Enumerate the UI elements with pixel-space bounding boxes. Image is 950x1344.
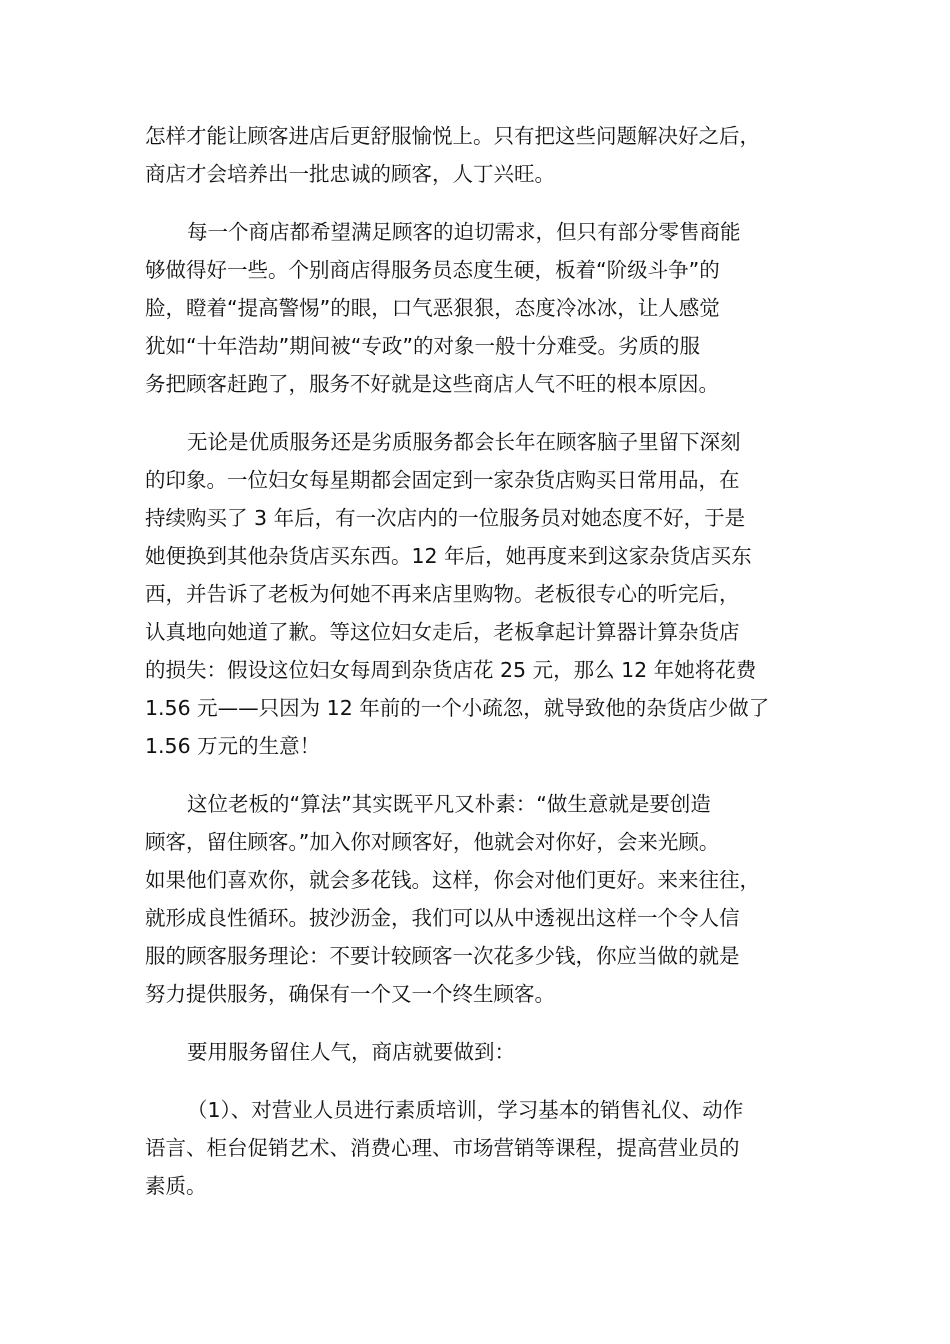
paragraph-4-line-2: 顾客，留住顾客。”加入你对顾客好，他就会对你好，会来光顾。 bbox=[145, 830, 720, 854]
paragraph-5-line-1: 要用服务留住人气，商店就要做到： bbox=[187, 1040, 515, 1064]
paragraph-3-line-6: 认真地向她道了歉。等这位妇女走后，老板拿起计算器计算杂货店 bbox=[145, 620, 740, 644]
paragraph-4-line-6: 努力提供服务，确保有一个又一个终生顾客。 bbox=[145, 982, 555, 1006]
paragraph-3-line-5: 西，并告诉了老板为何她不再来店里购物。老板很专心的听完后， bbox=[145, 582, 740, 606]
paragraph-2-line-3: 脸，瞪着“提高警惕”的眼，口气恶狠狠，态度冷冰冰，让人感觉 bbox=[145, 296, 720, 320]
paragraph-4-line-3: 如果他们喜欢你，就会多花钱。这样，你会对他们更好。来来往往， bbox=[145, 868, 760, 892]
paragraph-6-line-3: 素质。 bbox=[145, 1174, 207, 1198]
paragraph-3-line-4: 她便换到其他杂货店买东西。12 年后，她再度来到这家杂货店买东 bbox=[145, 544, 752, 568]
paragraph-4-line-5: 服的顾客服务理论：不要计较顾客一次花多少钱，你应当做的就是 bbox=[145, 944, 740, 968]
paragraph-6-line-1: （1）、对营业人员进行素质培训，学习基本的销售礼仪、动作 bbox=[187, 1098, 744, 1122]
paragraph-6-line-2: 语言、柜台促销艺术、消费心理、市场营销等课程，提高营业员的 bbox=[145, 1136, 740, 1160]
paragraph-1-line-1: 怎样才能让顾客进店后更舒服愉悦上。只有把这些问题解决好之后， bbox=[145, 124, 760, 148]
paragraph-4-line-4: 就形成良性循环。披沙沥金，我们可以从中透视出这样一个令人信 bbox=[145, 906, 740, 930]
paragraph-3-line-9: 1.56 万元的生意！ bbox=[145, 734, 321, 758]
paragraph-3-line-3: 持续购买了 3 年后，有一次店内的一位服务员对她态度不好，于是 bbox=[145, 506, 746, 530]
paragraph-3-line-2: 的印象。一位妇女每星期都会固定到一家杂货店购买日常用品，在 bbox=[145, 468, 740, 492]
paragraph-3-line-8: 1.56 元——只因为 12 年前的一个小疏忽，就导致他的杂货店少做了 bbox=[145, 696, 770, 720]
paragraph-3-line-1: 无论是优质服务还是劣质服务都会长年在顾客脑子里留下深刻 bbox=[187, 430, 741, 454]
paragraph-3-line-7: 的损失：假设这位妇女每周到杂货店花 25 元，那么 12 年她将花费 bbox=[145, 658, 757, 682]
paragraph-2-line-1: 每一个商店都希望满足顾客的迫切需求，但只有部分零售商能 bbox=[187, 220, 741, 244]
paragraph-1-line-2: 商店才会培养出一批忠诚的顾客，人丁兴旺。 bbox=[145, 162, 555, 186]
paragraph-2-line-4: 犹如“十年浩劫”期间被“专政”的对象一般十分难受。劣质的服 bbox=[145, 334, 700, 358]
paragraph-2-line-5: 务把顾客赶跑了，服务不好就是这些商店人气不旺的根本原因。 bbox=[145, 372, 719, 396]
paragraph-2-line-2: 够做得好一些。个别商店得服务员态度生硬，板着“阶级斗争”的 bbox=[145, 258, 720, 282]
paragraph-4-line-1: 这位老板的“算法”其实既平凡又朴素：“做生意就是要创造 bbox=[187, 792, 711, 816]
